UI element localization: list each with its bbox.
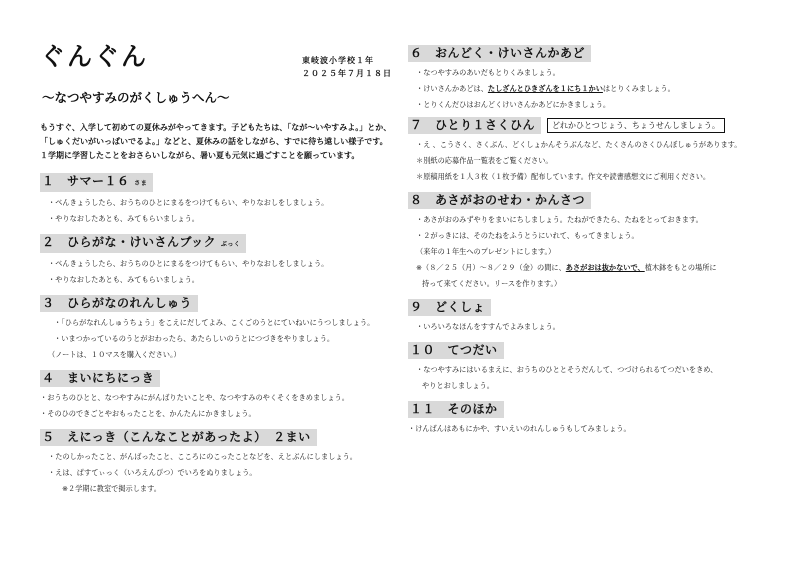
list-item: ・え 、こうさく、さくぶん、どくしょかんそうぶんなど、たくさんのさくひんぼしゅうがあります。 (416, 140, 742, 149)
list-item: やりとおしましょう。 (422, 381, 494, 390)
list-item: ・「ひらがなれんしゅうちょう」をこえにだしてよみ、こくごのうとにていねいにうつしましょう。 (54, 318, 375, 327)
list-item: ・おうちのひとと、なつやすみにがんばりたいことや、なつやすみのやくそくをきめましょう。 (40, 393, 349, 402)
section-hiragana-practice (40, 292, 392, 360)
section-reading-calc (408, 42, 776, 110)
list-item: ・２がっきには、そのたねをふうとうにいれて、もってきましょう。 (416, 231, 639, 240)
section-picture-diary (40, 426, 392, 494)
section-heading: ４ まいにちにっき (40, 370, 160, 387)
section-summer16 (40, 170, 392, 224)
left-column (40, 40, 392, 494)
list-item: ・なつやすみのあいだもとりくみましょう。 (416, 68, 560, 77)
list-item: ・とりくんだひはおんどくけいさんかあどにかきましょう。 (416, 100, 611, 109)
section-heading: １ サマー１６ さま (40, 173, 153, 192)
intro-paragraph: もうすぐ、入学して初めての夏休みがやってきます。子どもたちは、「なが～いやすみよ。」とか、「しゅくだいがいっぱいでるよ。」などと、夏休みの話をしながら、すでに待ち遠しい様子です。１学期に学習したことをおさらいしながら、暑い夏も元気に過ごすことを願っています。 (40, 123, 392, 160)
list-item: ・べんきょうしたら、おうちのひとにまるをつけてもらい、やりなおしをしましょう。 (48, 198, 329, 207)
section-heading: １０ てつだい (408, 342, 504, 359)
list-item: ・そのひのできごとやおもったことを、かんたんにかきましょう。 (40, 409, 256, 418)
list-item: ※２学期に教室で掲示します。 (62, 484, 161, 493)
newsletter-title: ぐんぐん (40, 42, 149, 71)
list-item: ＊別紙の応募作品一覧表をご覧ください。 (416, 156, 553, 165)
school-info (302, 54, 392, 80)
list-item: ・あさがおのみずやりをまいにちしましょう。たねができたら、たねをとっておきます。 (416, 215, 703, 224)
right-column (408, 42, 776, 434)
list-item: ・たのしかったこと、がんばったこと、こころにのこったことなどを、えとぶんにしましょう。 (48, 452, 357, 461)
list-item: ・やりなおしたあとも、みてもらいましょう。 (48, 275, 199, 284)
section-heading: １１ そのほか (408, 401, 504, 418)
list-item: 持って来てください。リースを作ります。） (422, 279, 562, 288)
section-heading: ２ ひらがな・けいさんブック ぶっく (40, 234, 246, 253)
section-heading: ５ えにっき（こんなことがあったよ） ２まい (40, 429, 317, 446)
list-item: ・けんばんはあもにかや、すいえいのれんしゅうもしてみましょう。 (408, 424, 631, 433)
list-item: ※（８／２５（月）～８／２９（金）の間に、あさがおは抜かないで、植木鉢をもとの場所に (416, 263, 717, 272)
section-other (408, 398, 776, 434)
section-heading: ６ おんどく・けいさんかあど (408, 45, 591, 62)
list-item: ・なつやすみにはいるまえに、おうちのひととそうだんして、つづけられるてつだいをきめ、 (416, 365, 718, 374)
school-name: 東岐波小学校１年 (302, 56, 374, 65)
subtitle: ～なつやすみのがくしゅうへん～ (42, 90, 230, 105)
section-reading (408, 296, 776, 332)
list-item: ・えは、ぱすてぃっく（いろえんぴつ）でいろをぬりましょう。 (48, 468, 257, 477)
list-item: ＊原稿用紙を１人３枚（１枚予備）配布しています。作文や読書感想文にご利用ください。 (416, 172, 711, 181)
section-heading: ７ ひとり１さくひん (408, 117, 541, 134)
ruby-note: ぶっく (220, 241, 241, 248)
list-item: ・いまつかっているのうとがおわったら、あたらしいのうとにつづきをやりましょう。 (54, 334, 335, 343)
list-item: ・べんきょうしたら、おうちのひとにまるをつけてもらい、やりなおしをしましょう。 (48, 259, 329, 268)
list-item: （ノートは、１０マスを購入ください。） (48, 350, 181, 359)
section-hiragana-book (40, 231, 392, 285)
section-morning-glory (408, 189, 776, 289)
list-item: ・いろいろなほんをすすんでよみましょう。 (416, 322, 560, 331)
section-chores (408, 339, 776, 391)
list-item: ・けいさんかあどは、たしざんとひきざんを１にち１かいはとりくみましょう。 (416, 84, 675, 93)
section-daily-diary (40, 367, 392, 419)
section-heading: ３ ひらがなのれんしゅう (40, 295, 198, 312)
section-heading: ８ あさがおのせわ・かんさつ (408, 192, 591, 209)
ruby-note: さま (134, 180, 148, 187)
list-item: ・やりなおしたあとも、みてもらいましょう。 (48, 214, 199, 223)
section-one-work (408, 117, 776, 182)
section-heading: ９ どくしょ (408, 299, 491, 316)
issue-date: ２０２５年７月１８日 (302, 69, 392, 78)
list-item: （来年の１年生へのプレゼントにします。） (416, 247, 556, 256)
boxed-note: どれかひとつじょう、ちょうせんしましょう。 (547, 118, 725, 133)
